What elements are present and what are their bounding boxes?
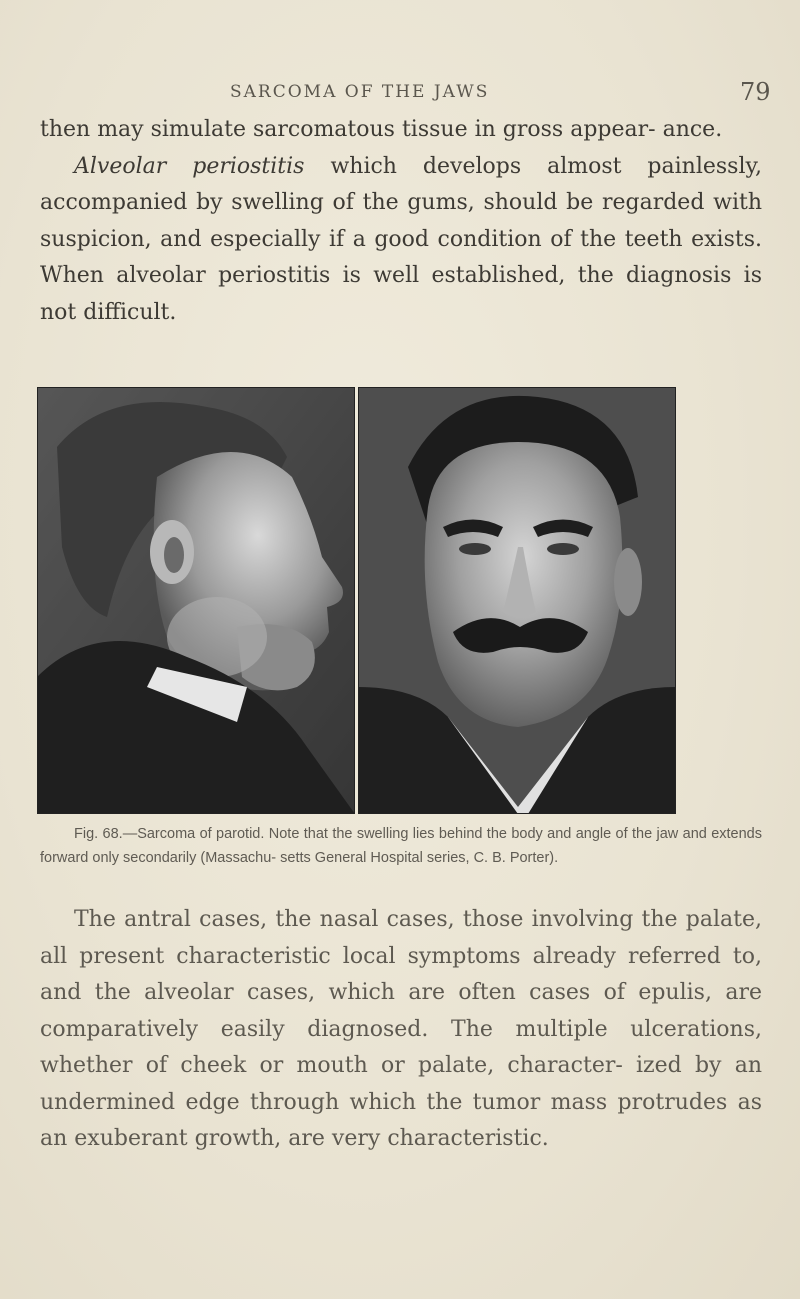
running-title: SARCOMA OF THE JAWS [230,82,490,102]
paragraph-alveolar-periostitis [40,149,762,332]
paragraph-text: which develops almost painlessly, accompanied by swelling of the gums, should be regarded with suspicion, and especially if a good condition of the teeth exists. When alveolar periostitis is well established, the diagnosis is not difficult. [40,153,763,325]
profile-portrait-icon [37,387,355,814]
figure-68 [37,387,676,814]
italic-term: Alveolar periostitis [74,153,305,179]
page-number: 79 [740,78,771,106]
figure-caption: Fig. 68.—Sarcoma of parotid. Note that the swelling lies behind the body and angle of the jaw and extends forward only secondarily (Massachu- setts General Hospital series, C. B. Porter). [40,826,762,866]
text-block-top [40,112,762,331]
frontal-portrait-icon [358,387,676,814]
paragraph-diagnosis: The antral cases, the nasal cases, those involving the palate, all present characteristic local symptoms already referred to, and the alveolar cases, which are often cases of epulis, are comparatively easily diagnosed. The multiple ulcerations, whether of cheek or mouth or palate, character- ized by an undermined edge through which the tumor mass protrudes as an exuberant growth, are very characteristic. [40,907,762,1151]
paragraph-continuation: then may simulate sarcomatous tissue in gross appear- ance. [40,117,723,142]
text-block-bottom [40,902,762,1158]
running-head [0,78,800,112]
